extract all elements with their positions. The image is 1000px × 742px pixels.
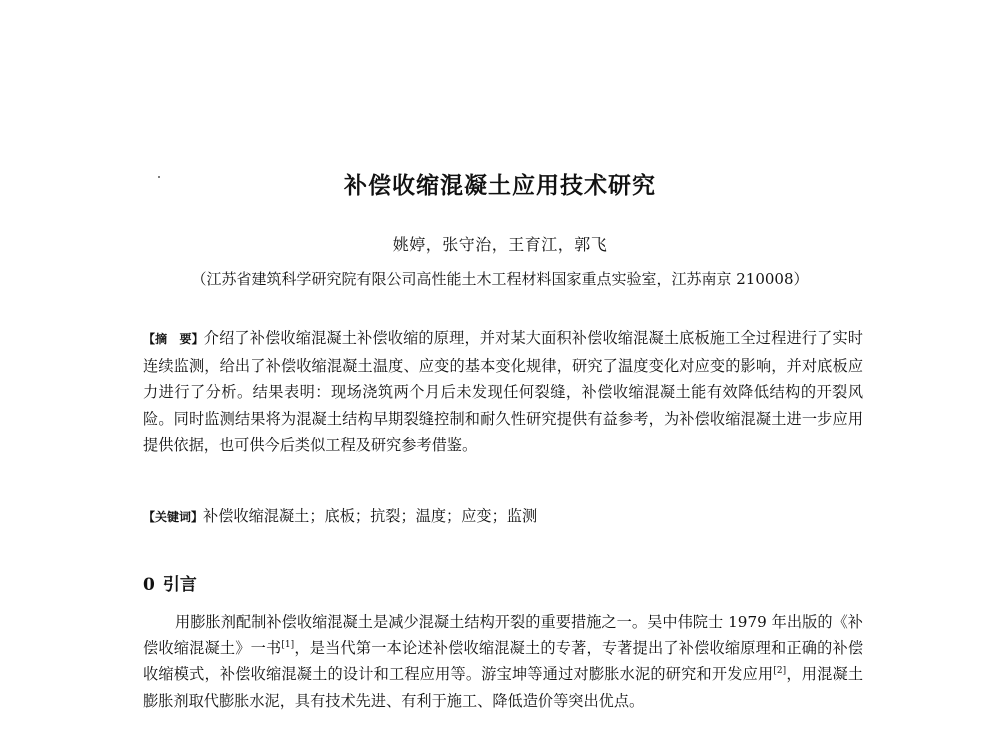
- intro-text-3: ，用混凝土膨胀剂取代膨胀水泥，具有技术先进、有利于施工、降低造价等突出优点。: [143, 665, 863, 710]
- abstract-text: 介绍了补偿收缩混凝土补偿收缩的原理，并对某大面积补偿收缩混凝土底板施工全过程进行了实时连续监测，给出了补偿收缩混凝土温度、应变的基本变化规律，研究了温度变化对应变的影响，并对底板应力进行了分析。结果表明：现场浇筑两个月后未发现任何裂缝，补偿收缩混凝土能有效降低结构的开裂风险。同时监测结果将为混凝土结构早期裂缝控制和耐久性研究提供有益参考，为补偿收缩混凝土进一步应用提供依据，也可供今后类似工程及研究参考借鉴。: [143, 329, 863, 454]
- citation-2[interactable]: [2]: [773, 666, 787, 677]
- intro-text-1: 用膨胀剂配制补偿收缩混凝土是减少混凝土结构开裂的重要措施之一。吴中伟院士 1979 年出版的《补偿收缩混凝土》一书: [143, 613, 863, 658]
- abstract-label: 【摘 要】: [143, 332, 204, 346]
- keywords-text: 补偿收缩混凝土；底板；抗裂；温度；应变；监测: [203, 507, 538, 525]
- keywords: [143, 503, 863, 530]
- citation-1[interactable]: [1]: [281, 640, 295, 651]
- author-list: 姚婷，张守治，王育江，郭飞: [392, 235, 608, 254]
- intro-paragraph: [143, 609, 863, 714]
- section-heading: [143, 570, 197, 595]
- section-title: 引言: [162, 575, 197, 595]
- section-number: 0: [143, 575, 155, 595]
- paper-title: 补偿收缩混凝土应用技术研究: [344, 173, 656, 199]
- intro-text-2: ，是当代第一本论述补偿收缩混凝土的专著，专著提出了补偿收缩原理和正确的补偿收缩模式，补偿收缩混凝土的设计和工程应用等。游宝坤等通过对膨胀水泥的研究和开发应用: [143, 639, 863, 684]
- abstract: [143, 325, 863, 459]
- affiliation: （江苏省建筑科学研究院有限公司高性能土木工程材料国家重点实验室，江苏南京 210008）: [191, 270, 809, 288]
- keywords-label: 【关键词】: [143, 510, 204, 524]
